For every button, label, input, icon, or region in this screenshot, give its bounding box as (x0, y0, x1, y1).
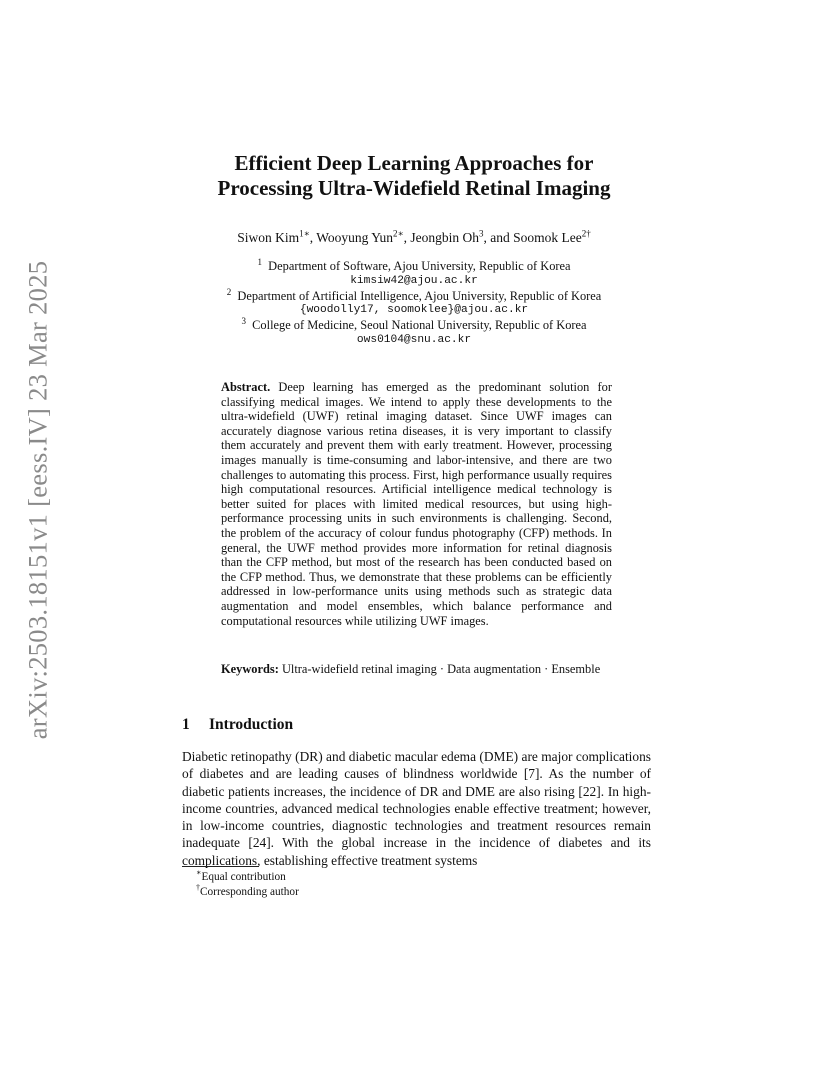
footnote-divider (182, 866, 259, 867)
abstract-text: Deep learning has emerged as the predominant solution for classifying medical images. We intend to apply these developments to the ultra-widefield (UWF) retinal imaging dataset. Since UWF images can accurately diagnose various retina diseases, it is very important to classify them accurately and prevent them with early treatment. However, processing images manually is time-consuming and labor-intensive, and there are two challenges to automating this process. First, high performance usually requires high computational resources. Artificial intelligence medical technology is better suited for places with limited medical resources, but using high-performance processing units in such environments is challenging. Second, the problem of the accuracy of colour fundus photography (CFP) methods. In general, the UWF method provides more information for retinal diagnosis than the CFP method, but most of the research has been conducted based on the CFP method. Thus, we demonstrate that these problems can be efficiently addressed in low-performance units using methods such as strategic data augmentation and model ensembles, which balance performance and computational resources while utilizing UWF images. (221, 380, 612, 628)
affiliation-number: 1 (257, 256, 262, 267)
affiliation-email: ows0104@snu.ac.kr (356, 333, 472, 346)
footnote (196, 885, 299, 900)
affiliation-email: kimsiw42@ajou.ac.kr (350, 274, 478, 287)
abstract (221, 380, 612, 628)
affiliation (0, 256, 828, 274)
section-heading (182, 716, 293, 734)
affiliation-list (0, 256, 828, 348)
footnote-text: Corresponding author (200, 886, 299, 898)
affiliation-text: College of Medicine, Seoul National University, Republic of Korea (252, 318, 587, 333)
footnotes (196, 870, 299, 900)
title-line-2: Processing Ultra-Widefield Retinal Imaging (217, 176, 611, 200)
author-name: Soomok Lee (513, 230, 582, 245)
author-affiliation-mark: 3 (479, 228, 484, 239)
paper-title (0, 151, 828, 201)
keywords (221, 662, 612, 677)
author-separator: , (403, 230, 411, 245)
author-affiliation-mark: 2† (581, 228, 591, 239)
author-separator: , and (483, 230, 514, 245)
affiliation-number: 3 (241, 316, 246, 327)
introduction-paragraph: Diabetic retinopathy (DR) and diabetic macular edema (DME) are major complications of diabetes and are leading causes of blindness worldwide [7]. As the number of diabetic patients increases, the incidence of DR and DME are also rising [22]. In high-income countries, advanced medical technologies enable effective treatment; however, in low-income countries, diagnostic technologies and treatment resources remain inadequate [24]. With the global increase in the incidence of diabetes and its complications, establishing effective treatment systems (182, 749, 651, 868)
keywords-label: Keywords: (221, 662, 279, 676)
affiliation-email: {woodolly17, soomoklee}@ajou.ac.kr (299, 304, 529, 317)
keywords-text: Ultra-widefield retinal imaging · Data augmentation · Ensemble (281, 662, 601, 676)
arxiv-identifier: arXiv:2503.18151v1 [eess.IV] 23 Mar 2025 (22, 260, 53, 740)
affiliation-number: 2 (226, 286, 232, 297)
section-title: Introduction (209, 716, 294, 733)
footnote-mark: ∗ (196, 868, 202, 878)
affiliation (0, 286, 828, 304)
abstract-label: Abstract. (221, 380, 271, 394)
section-number: 1 (182, 716, 190, 733)
footnote (196, 870, 299, 885)
author-affiliation-mark: 1∗ (299, 228, 310, 239)
author-affiliation-mark: 2∗ (393, 228, 404, 239)
author-name: Jeongbin Oh (410, 230, 480, 245)
title-line-1: Efficient Deep Learning Approaches for (234, 151, 594, 175)
affiliation (0, 318, 828, 333)
footnote-mark: † (196, 883, 200, 893)
affiliation-text: Department of Software, Ajou University, Republic of Korea (268, 259, 571, 273)
author-separator: , (309, 230, 317, 245)
author-list (0, 230, 828, 246)
author-name: Siwon Kim (237, 230, 300, 245)
affiliation-text: Department of Artificial Intelligence, Ajou University, Republic of Korea (237, 288, 602, 303)
author-name: Wooyung Yun (316, 230, 394, 245)
footnote-text: Equal contribution (201, 871, 286, 883)
